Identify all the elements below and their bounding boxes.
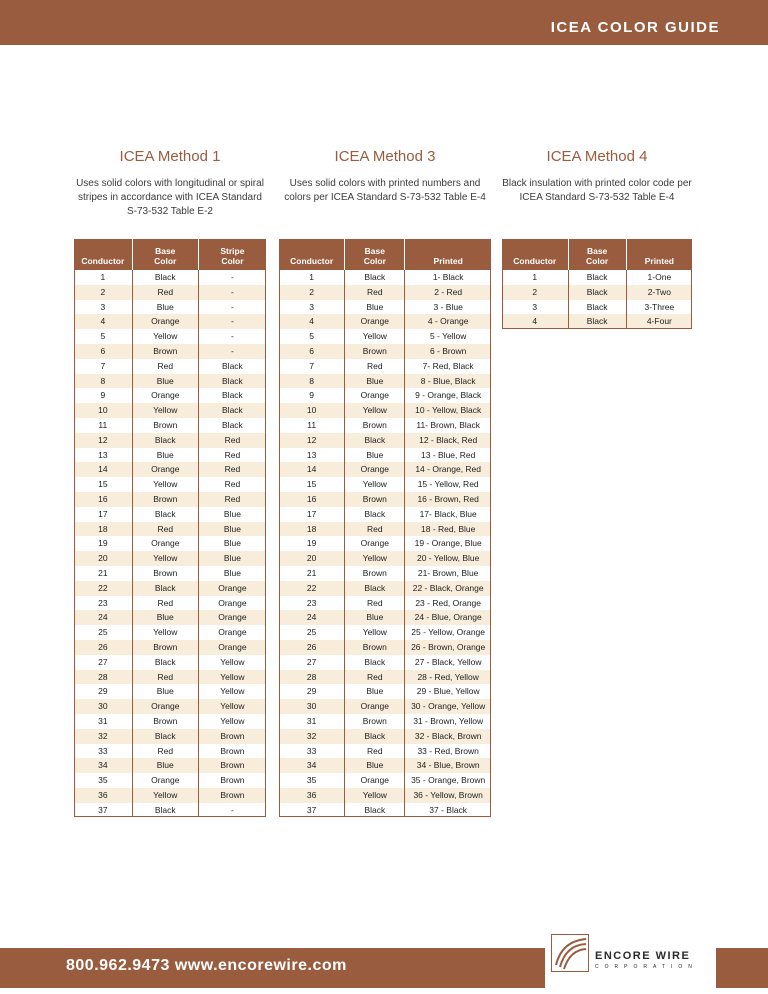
table-cell: - — [198, 270, 266, 285]
table-cell: Orange — [198, 596, 266, 611]
table-cell: Orange — [132, 699, 198, 714]
table-cell: Blue — [345, 610, 405, 625]
table-cell: 13 — [279, 448, 345, 463]
table-cell: Yellow — [132, 551, 198, 566]
table-cell: 28 — [279, 670, 345, 685]
table-cell: 28 - Red, Yellow — [405, 670, 491, 685]
column-header-label: Conductor — [81, 256, 125, 266]
table-cell: 1- Black — [405, 270, 491, 285]
logo-swoosh-icon — [551, 934, 589, 972]
table-cell: Brown — [198, 758, 266, 773]
table-cell: 8 — [279, 374, 345, 389]
table-cell: Blue — [132, 448, 198, 463]
table-cell: - — [198, 285, 266, 300]
table-border — [74, 239, 266, 817]
table-cell: - — [198, 344, 266, 359]
table-cell: Blue — [345, 684, 405, 699]
table-cell: 25 — [279, 625, 345, 640]
table-cell: Blue — [345, 374, 405, 389]
table-cell: 27 — [279, 655, 345, 670]
table-cell: 1 — [74, 270, 132, 285]
table-cell: Yellow — [132, 329, 198, 344]
table-cell: 5 — [279, 329, 345, 344]
table-cell: Black — [345, 270, 405, 285]
table-cell: Black — [198, 403, 266, 418]
logo-subtext: CORPORATION — [595, 964, 698, 970]
table-cell: Orange — [198, 625, 266, 640]
table-cell: Brown — [345, 344, 405, 359]
table-cell: 6 — [74, 344, 132, 359]
table-cell: Yellow — [198, 714, 266, 729]
table-cell: Brown — [345, 714, 405, 729]
table-cell: Yellow — [345, 551, 405, 566]
table-cell: 10 - Yellow, Black — [405, 403, 491, 418]
table-cell: Brown — [132, 640, 198, 655]
table-cell: 12 — [74, 433, 132, 448]
table-cell: Orange — [198, 640, 266, 655]
table-cell: - — [198, 314, 266, 329]
table-cell: Blue — [198, 536, 266, 551]
table-cell: 32 — [279, 729, 345, 744]
table-cell: Black — [568, 300, 626, 315]
table-cell: Yellow — [198, 655, 266, 670]
table-cell: 9 - Orange, Black — [405, 388, 491, 403]
table-cell: 13 — [74, 448, 132, 463]
table-cell: 32 - Black, Brown — [405, 729, 491, 744]
table-cell: Brown — [345, 640, 405, 655]
table-cell: 20 — [74, 551, 132, 566]
table-cell: 34 — [74, 758, 132, 773]
table-cell: Orange — [132, 388, 198, 403]
table-cell: Brown — [132, 418, 198, 433]
table-cell: 9 — [279, 388, 345, 403]
table-cell: Blue — [132, 610, 198, 625]
table-cell: Yellow — [132, 477, 198, 492]
table-cell: 8 — [74, 374, 132, 389]
table-cell: 20 - Yellow, Blue — [405, 551, 491, 566]
table-cell: 14 — [279, 462, 345, 477]
column-header-label: Printed — [644, 256, 674, 266]
table-cell: 34 — [279, 758, 345, 773]
method-1-description: Uses solid colors with longitudinal or spiral stripes in accordance with ICEA Standard S-73-532 Table E-2 — [76, 178, 264, 217]
table-cell: 35 — [74, 773, 132, 788]
table-cell: Red — [345, 359, 405, 374]
table-cell: 6 — [279, 344, 345, 359]
table-cell: 17- Black, Blue — [405, 507, 491, 522]
table-cell: Yellow — [132, 625, 198, 640]
table-cell: Blue — [345, 300, 405, 315]
table-cell: Blue — [132, 374, 198, 389]
table-cell: Orange — [345, 536, 405, 551]
table-cell: 33 - Red, Brown — [405, 744, 491, 759]
method-4-title: ICEA Method 4 — [546, 148, 648, 165]
table-cell: - — [198, 329, 266, 344]
table-cell: 32 — [74, 729, 132, 744]
table-cell: 7 — [74, 359, 132, 374]
table-cell: 23 — [279, 596, 345, 611]
method-1-section — [74, 148, 266, 221]
table-cell: 16 — [74, 492, 132, 507]
table-cell: Black — [132, 433, 198, 448]
method-3-section — [279, 148, 491, 221]
table-cell: 2 — [74, 285, 132, 300]
table-cell: Orange — [132, 773, 198, 788]
table-cell: 30 - Orange, Yellow — [405, 699, 491, 714]
table-cell: 8 - Blue, Black — [405, 374, 491, 389]
table-cell: 5 - Yellow — [405, 329, 491, 344]
top-banner — [0, 0, 768, 45]
table-cell: 29 — [279, 684, 345, 699]
table-cell: 12 - Black, Red — [405, 433, 491, 448]
table-cell: Yellow — [198, 684, 266, 699]
table-cell: 37 — [74, 803, 132, 818]
table-cell: Yellow — [345, 403, 405, 418]
table-cell: 21 — [74, 566, 132, 581]
table-cell: Brown — [198, 729, 266, 744]
table-cell: Red — [132, 744, 198, 759]
table-cell: Red — [345, 670, 405, 685]
method-3-title: ICEA Method 3 — [334, 148, 436, 165]
table-cell: 14 - Orange, Red — [405, 462, 491, 477]
table-border — [279, 239, 491, 817]
column-header-label: Base Color — [586, 246, 609, 266]
table-cell: 33 — [74, 744, 132, 759]
table-cell: Red — [345, 522, 405, 537]
table-cell: Red — [345, 285, 405, 300]
table-cell: 1 — [279, 270, 345, 285]
table-cell: Blue — [198, 551, 266, 566]
column-header-label: Conductor — [513, 256, 557, 266]
table-cell: 5 — [74, 329, 132, 344]
table-cell: 4 — [279, 314, 345, 329]
table-cell: 24 - Blue, Orange — [405, 610, 491, 625]
table-cell: 11 — [279, 418, 345, 433]
table-cell: Black — [345, 655, 405, 670]
table-cell: 23 - Red, Orange — [405, 596, 491, 611]
table-cell: 36 — [279, 788, 345, 803]
table-cell: Blue — [132, 758, 198, 773]
table-cell: Red — [132, 359, 198, 374]
table-cell: 21 — [279, 566, 345, 581]
table-cell: Brown — [198, 773, 266, 788]
table-cell: Yellow — [345, 625, 405, 640]
table-cell: Black — [345, 581, 405, 596]
table-cell: 24 — [74, 610, 132, 625]
table-cell: 2 — [279, 285, 345, 300]
table-border — [502, 239, 692, 329]
table-cell: 2 - Red — [405, 285, 491, 300]
table-cell: 13 - Blue, Red — [405, 448, 491, 463]
table-cell: 31 — [279, 714, 345, 729]
table-cell: Black — [198, 374, 266, 389]
table-cell: 25 — [74, 625, 132, 640]
table-cell: Yellow — [345, 788, 405, 803]
table-cell: 6 - Brown — [405, 344, 491, 359]
table-cell: Red — [132, 596, 198, 611]
table-cell: 28 — [74, 670, 132, 685]
table-cell: 7 — [279, 359, 345, 374]
table-cell: Red — [198, 448, 266, 463]
table-cell: Black — [132, 803, 198, 818]
table-cell: 11 — [74, 418, 132, 433]
column-header-label: Conductor — [290, 256, 334, 266]
table-cell: Brown — [345, 418, 405, 433]
table-cell: 18 — [279, 522, 345, 537]
table-cell: 7- Red, Black — [405, 359, 491, 374]
table-cell: 10 — [74, 403, 132, 418]
table-cell: Black — [132, 270, 198, 285]
table-cell: Black — [568, 270, 626, 285]
table-cell: Black — [345, 507, 405, 522]
table-cell: Red — [198, 477, 266, 492]
table-cell: 37 - Black — [405, 803, 491, 818]
table-cell: 29 — [74, 684, 132, 699]
table-cell: Blue — [132, 300, 198, 315]
table-cell: 3 — [74, 300, 132, 315]
table-cell: 3 — [502, 300, 568, 315]
table-cell: Orange — [345, 699, 405, 714]
table-cell: 18 — [74, 522, 132, 537]
table-cell: 17 — [279, 507, 345, 522]
table-cell: Brown — [132, 492, 198, 507]
table-cell: Yellow — [198, 699, 266, 714]
table-cell: Yellow — [132, 788, 198, 803]
table-cell: 19 — [279, 536, 345, 551]
table-cell: 15 — [279, 477, 345, 492]
table-cell: Orange — [345, 773, 405, 788]
table-cell: 14 — [74, 462, 132, 477]
table-cell: Orange — [132, 536, 198, 551]
table-cell: 10 — [279, 403, 345, 418]
column-header-label: Printed — [433, 256, 463, 266]
table-cell: 17 — [74, 507, 132, 522]
page-title: ICEA COLOR GUIDE — [550, 19, 720, 36]
table-cell: 16 — [279, 492, 345, 507]
table-cell: Blue — [345, 448, 405, 463]
table-cell: 12 — [279, 433, 345, 448]
table-cell: Orange — [198, 581, 266, 596]
table-cell: Black — [568, 314, 626, 329]
table-cell: Black — [198, 388, 266, 403]
table-cell: 26 — [279, 640, 345, 655]
table-cell: 33 — [279, 744, 345, 759]
table-cell: 19 — [74, 536, 132, 551]
table-cell: Black — [132, 655, 198, 670]
table-cell: 35 — [279, 773, 345, 788]
table-cell: Orange — [345, 314, 405, 329]
table-cell: 22 — [279, 581, 345, 596]
table-cell: 20 — [279, 551, 345, 566]
method-4-section — [502, 148, 692, 221]
table-cell: 31 - Brown, Yellow — [405, 714, 491, 729]
table-cell: 2-Two — [626, 285, 692, 300]
table-cell: Black — [198, 359, 266, 374]
table-cell: 30 — [74, 699, 132, 714]
table-cell: Black — [132, 507, 198, 522]
table-cell: Blue — [132, 684, 198, 699]
table-cell: Black — [345, 729, 405, 744]
table-cell: 36 - Yellow, Brown — [405, 788, 491, 803]
table-cell: 37 — [279, 803, 345, 818]
table-cell: Yellow — [345, 477, 405, 492]
table-cell: 19 - Orange, Blue — [405, 536, 491, 551]
table-cell: 36 — [74, 788, 132, 803]
table-cell: Red — [198, 492, 266, 507]
table-cell: 27 - Black, Yellow — [405, 655, 491, 670]
table-cell: 4 — [74, 314, 132, 329]
table-cell: 2 — [502, 285, 568, 300]
table-cell: Red — [132, 670, 198, 685]
encore-wire-logo — [545, 932, 716, 994]
logo-wordmark: ENCORE WIRE — [595, 950, 691, 962]
table-cell: Brown — [132, 566, 198, 581]
table-cell: 4-Four — [626, 314, 692, 329]
table-cell: 3 - Blue — [405, 300, 491, 315]
table-cell: Brown — [345, 566, 405, 581]
table-cell: Red — [345, 596, 405, 611]
table-cell: Black — [345, 803, 405, 818]
column-header-label: Stripe Color — [220, 246, 245, 266]
table-cell: 23 — [74, 596, 132, 611]
method-4-description: Black insulation with printed color code per ICEA Standard S-73-532 Table E-4 — [502, 178, 692, 203]
table-cell: Orange — [345, 462, 405, 477]
table-cell: Brown — [345, 492, 405, 507]
table-cell: 15 - Yellow, Red — [405, 477, 491, 492]
table-cell: 3-Three — [626, 300, 692, 315]
table-cell: 22 - Black, Orange — [405, 581, 491, 596]
table-cell: 18 - Red, Blue — [405, 522, 491, 537]
table-cell: - — [198, 300, 266, 315]
table-cell: 31 — [74, 714, 132, 729]
table-cell: 30 — [279, 699, 345, 714]
table-cell: Black — [568, 285, 626, 300]
table-cell: Yellow — [132, 403, 198, 418]
table-cell: Brown — [198, 788, 266, 803]
table-cell: 1 — [502, 270, 568, 285]
table-cell: 1-One — [626, 270, 692, 285]
table-cell: Black — [198, 418, 266, 433]
table-cell: 16 - Brown, Red — [405, 492, 491, 507]
table-cell: 4 - Orange — [405, 314, 491, 329]
table-cell: Red — [198, 462, 266, 477]
table-cell: 9 — [74, 388, 132, 403]
table-cell: 3 — [279, 300, 345, 315]
column-header-label: Base Color — [154, 246, 177, 266]
table-cell: 15 — [74, 477, 132, 492]
table-cell: 26 — [74, 640, 132, 655]
table-cell: 35 - Orange, Brown — [405, 773, 491, 788]
table-cell: Blue — [345, 758, 405, 773]
table-cell: Orange — [345, 388, 405, 403]
table-cell: Brown — [132, 344, 198, 359]
table-cell: 34 - Blue, Brown — [405, 758, 491, 773]
table-cell: 21- Brown, Blue — [405, 566, 491, 581]
table-cell: Orange — [198, 610, 266, 625]
table-cell: Blue — [198, 507, 266, 522]
table-cell: Brown — [198, 744, 266, 759]
table-cell: Red — [132, 285, 198, 300]
method-1-title: ICEA Method 1 — [119, 148, 221, 165]
table-cell: Black — [345, 433, 405, 448]
table-cell: 27 — [74, 655, 132, 670]
table-cell: - — [198, 803, 266, 818]
table-cell: Yellow — [198, 670, 266, 685]
table-cell: 4 — [502, 314, 568, 329]
table-cell: Red — [198, 433, 266, 448]
table-cell: Yellow — [345, 329, 405, 344]
table-cell: 24 — [279, 610, 345, 625]
table-cell: 25 - Yellow, Orange — [405, 625, 491, 640]
table-cell: Orange — [132, 314, 198, 329]
table-cell: 11- Brown, Black — [405, 418, 491, 433]
table-cell: Orange — [132, 462, 198, 477]
column-header-label: Base Color — [363, 246, 386, 266]
contact-info: 800.962.9473 www.encorewire.com — [66, 957, 347, 974]
table-cell: Blue — [198, 522, 266, 537]
table-cell: Black — [132, 729, 198, 744]
method-3-description: Uses solid colors with printed numbers and colors per ICEA Standard S-73-532 Table E-4 — [284, 178, 486, 203]
table-cell: Red — [132, 522, 198, 537]
table-cell: 22 — [74, 581, 132, 596]
table-cell: Red — [345, 744, 405, 759]
table-cell: 26 - Brown, Orange — [405, 640, 491, 655]
table-cell: 29 - Blue, Yellow — [405, 684, 491, 699]
table-cell: Brown — [132, 714, 198, 729]
table-cell: Black — [132, 581, 198, 596]
table-cell: Blue — [198, 566, 266, 581]
